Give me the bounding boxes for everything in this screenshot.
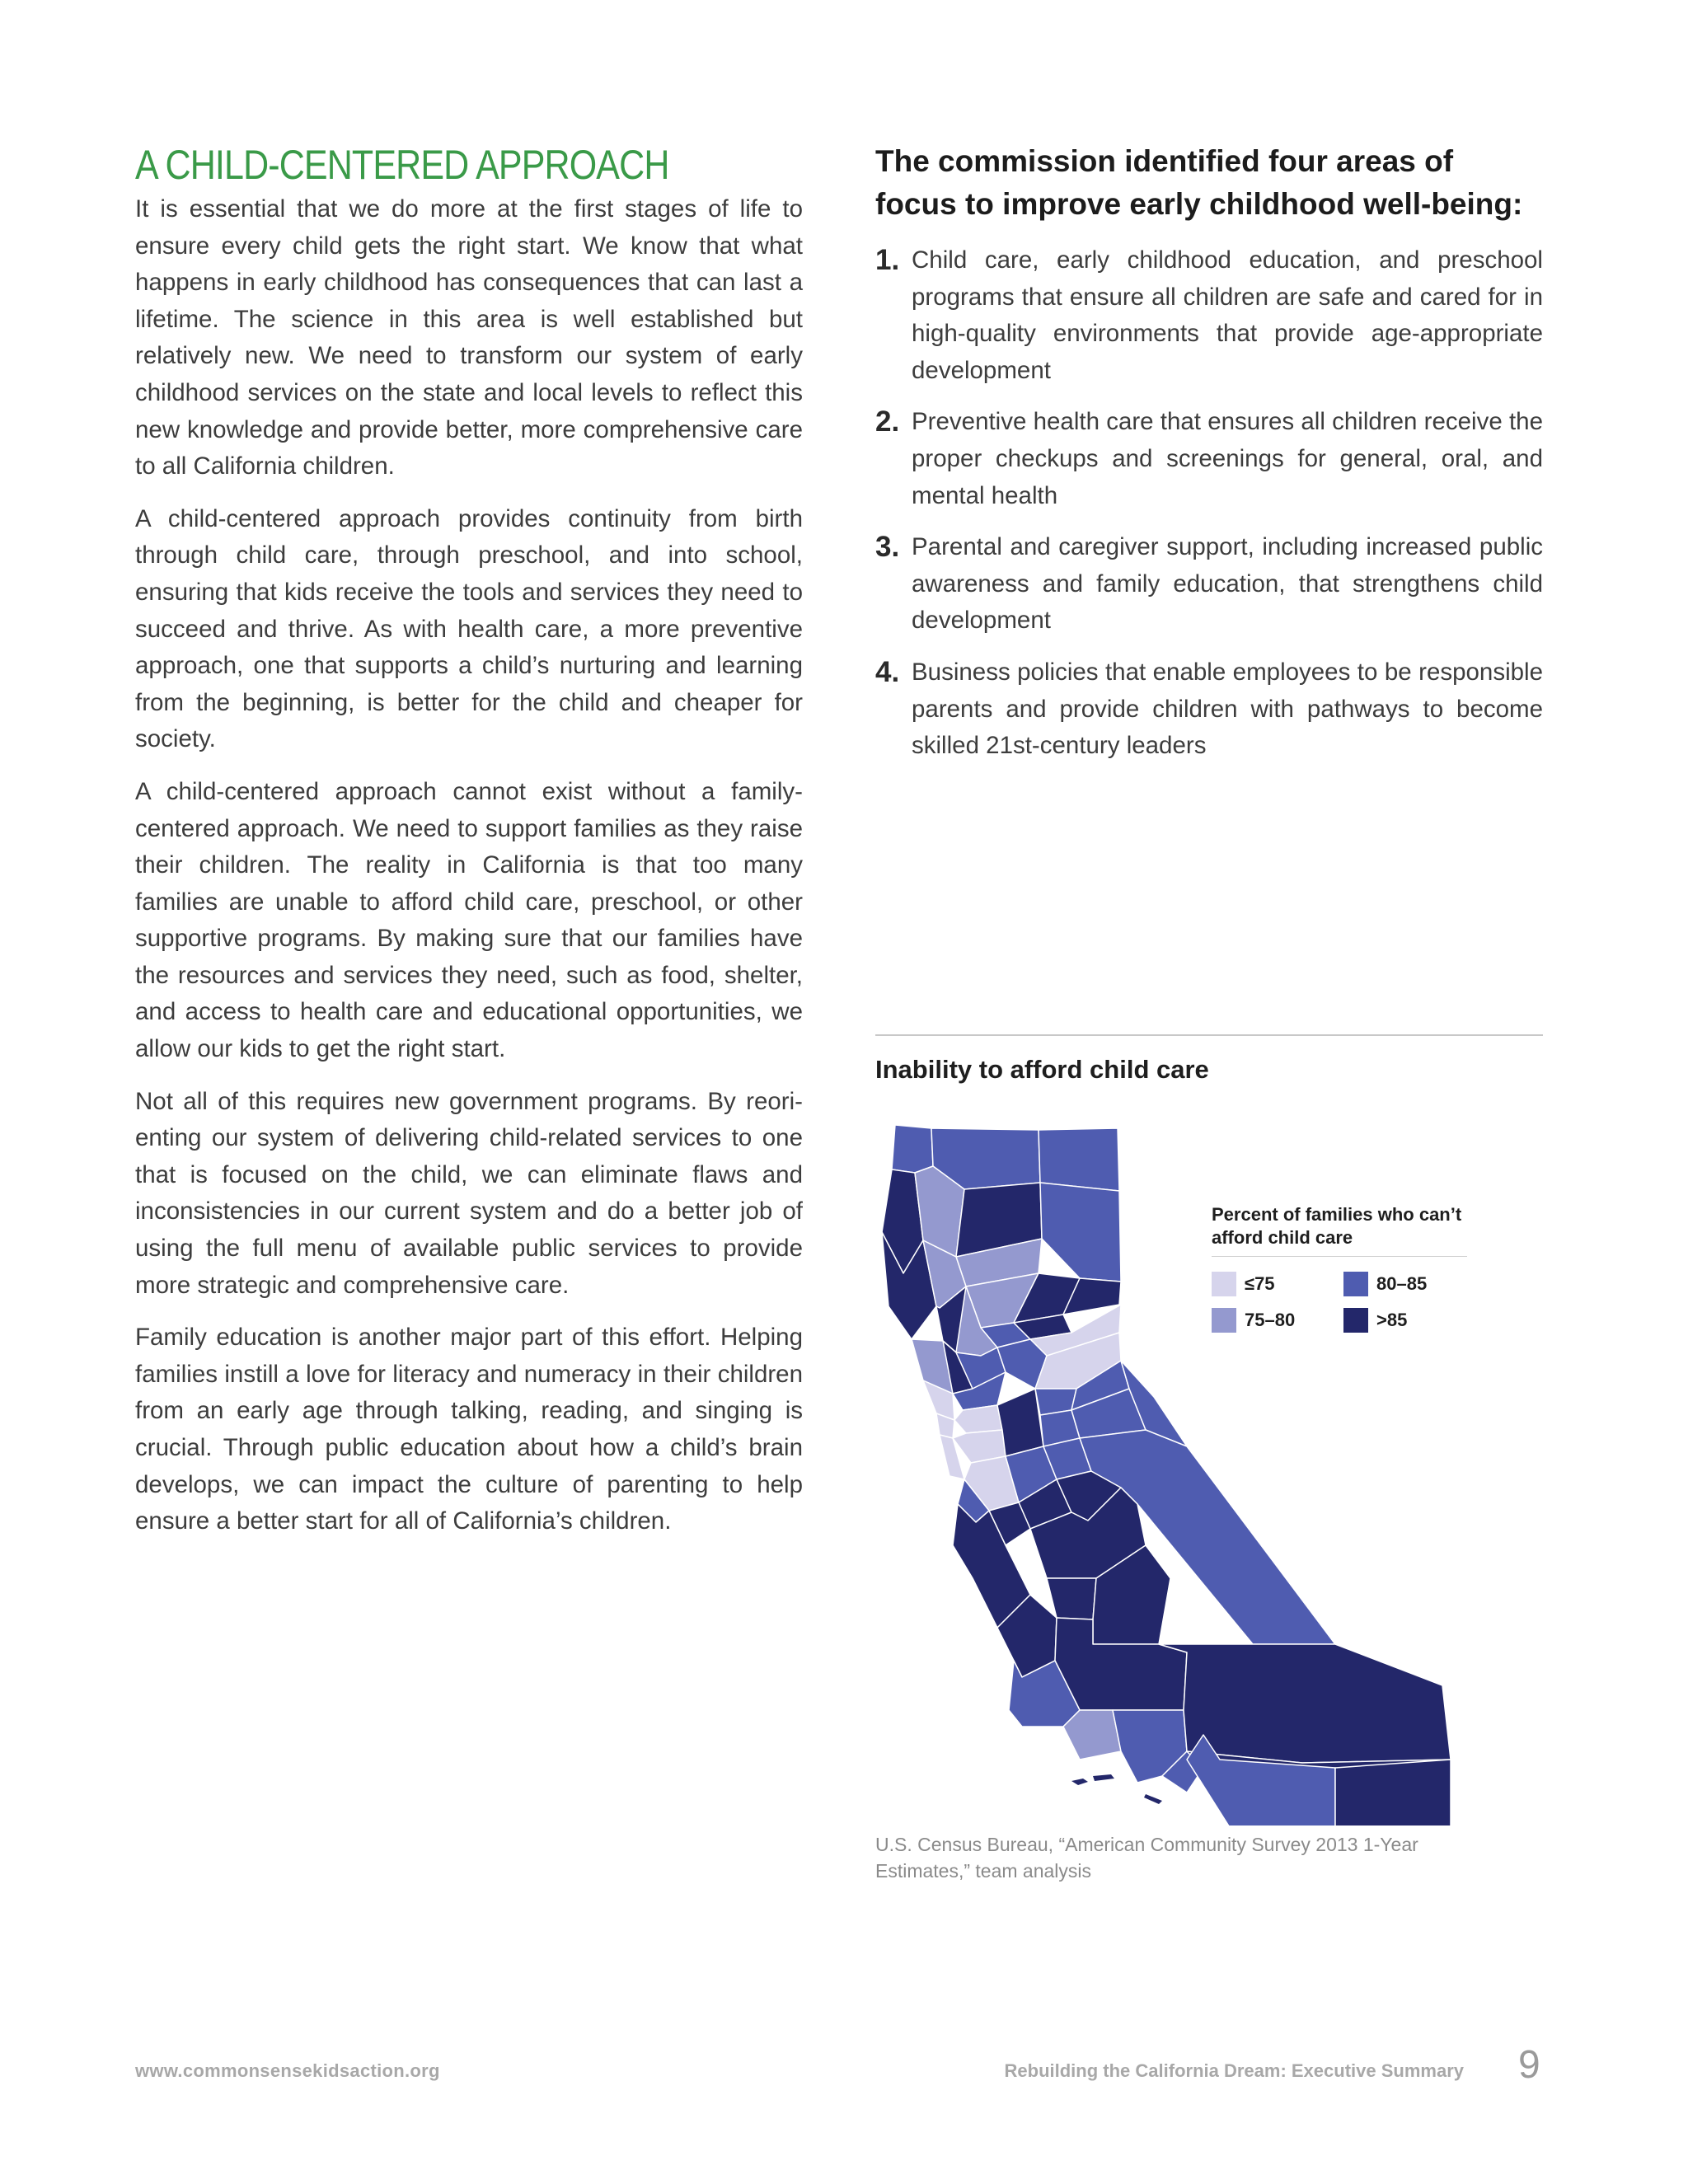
- focus-text: Business policies that enable employees to be responsible parents and provide children with pathways to become skilled 21st-century leaders: [912, 658, 1543, 760]
- focus-text: Child care, early childhood education, and preschool programs that ensure all children are safe and cared for in high-quality environments that provide age-appropriate development: [912, 246, 1543, 384]
- body-paragraph-4: Not all of this requires new government programs. By reorienting our system of delivering child-related services to one that is focused on the child, we can eliminate flaws and inconsistencies in our current system and do a better job of using the full menu of available public services to provide more strategic and comprehensive care.: [135, 1087, 803, 1299]
- legend-swatch: [1343, 1272, 1368, 1296]
- focus-item-2: [875, 404, 1543, 514]
- section-divider: [875, 1034, 1543, 1036]
- island-santa-catalina: [1144, 1794, 1162, 1804]
- legend-item-75-80: [1212, 1308, 1343, 1333]
- focus-item-3: [875, 529, 1543, 640]
- section-heading: A CHILD-CENTERED APPROACH: [135, 142, 669, 188]
- focus-number: 4.: [875, 655, 900, 688]
- legend-item-gt85: [1343, 1308, 1467, 1333]
- county-del-norte: [892, 1125, 933, 1173]
- focus-item-4: [875, 654, 1543, 765]
- right-column: [875, 140, 1543, 780]
- legend-label: 80–85: [1376, 1273, 1428, 1294]
- footer-document-title: Rebuilding the California Dream: Executive Summary: [1004, 2060, 1464, 2081]
- map-title: Inability to afford child care: [875, 1055, 1209, 1084]
- footer-url[interactable]: www.commonsensekidsaction.org: [135, 2060, 440, 2081]
- focus-item-1: [875, 242, 1543, 389]
- legend-label: ≤75: [1245, 1273, 1275, 1294]
- county-ventura: [1063, 1710, 1121, 1760]
- map-legend: [1212, 1203, 1467, 1333]
- body-paragraph-5: Family education is another major part of this effort. Helping families instill a love for literacy and numeracy in their children from an early age through talking, reading, and singing is crucial. Through public education about how a child’s brain develops, we can impact the culture of parenting to help ensure a better start for all of California’s children.: [135, 1324, 803, 1535]
- legend-grid: [1212, 1272, 1467, 1333]
- map-source-note: U.S. Census Bureau, “American Community Survey 2013 1-Year Estimates,” team analysis: [875, 1834, 1418, 1882]
- left-column: [135, 140, 803, 1556]
- legend-item-le75: [1212, 1272, 1343, 1296]
- focus-number: 3.: [875, 531, 900, 564]
- body-paragraph-3: A child-centered approach cannot exist without a family-centered approach. We need to support families as they raise their children. The reality in California is that too many families are unable to afford child care, preschool, or other supportive programs. By making sure that our families have the resources and services they need, such as food, shelter, and access to health care and educational opportunities, we allow our kids to get the right start.: [135, 777, 803, 1063]
- body-paragraph-1: It is essential that we do more at the first stages of life to ensure every child gets the right start. We know that what happens in early childhood has consequences that can last a lifetime. The science in this area is well established but relatively new. We need to transform our system of early childhood services on the state and local levels to reflect this new knowledge and provide better, more comprehensive care to all California children.: [135, 195, 803, 480]
- legend-title: Percent of families who can’t afford child care: [1212, 1203, 1467, 1257]
- county-lassen: [1040, 1183, 1121, 1282]
- legend-swatch: [1343, 1308, 1368, 1333]
- focus-number: 2.: [875, 405, 900, 438]
- page-number: 9: [1518, 2043, 1540, 2087]
- legend-label: >85: [1376, 1310, 1408, 1330]
- body-paragraph-2: A child-centered approach provides continuity from birth through child care, through preschool, and into school, ensuring that kids receive the tools and services they need to succeed and thrive. As with health care, a more preventive approach, one that supports a child’s nurturing and learning from the beginning, is better for the child and cheaper for society.: [135, 504, 803, 753]
- legend-swatch: [1212, 1308, 1236, 1333]
- focus-number: 1.: [875, 244, 900, 276]
- legend-swatch: [1212, 1272, 1236, 1296]
- legend-item-80-85: [1343, 1272, 1467, 1296]
- county-modoc: [1039, 1128, 1119, 1191]
- county-imperial: [1335, 1760, 1451, 1825]
- focus-areas-heading: The commission identified four areas of focus to improve early childhood well-being:: [875, 144, 1523, 221]
- county-kings: [1047, 1578, 1096, 1619]
- focus-text: Parental and caregiver support, including increased public awareness and family education, that strengthens child development: [912, 533, 1543, 635]
- island-santa-rosa: [1071, 1779, 1088, 1785]
- island-santa-cruz-island: [1093, 1774, 1114, 1781]
- legend-label: 75–80: [1245, 1310, 1296, 1330]
- focus-text: Preventive health care that ensures all children receive the proper checkups and screenings for general, oral, and mental health: [912, 408, 1543, 509]
